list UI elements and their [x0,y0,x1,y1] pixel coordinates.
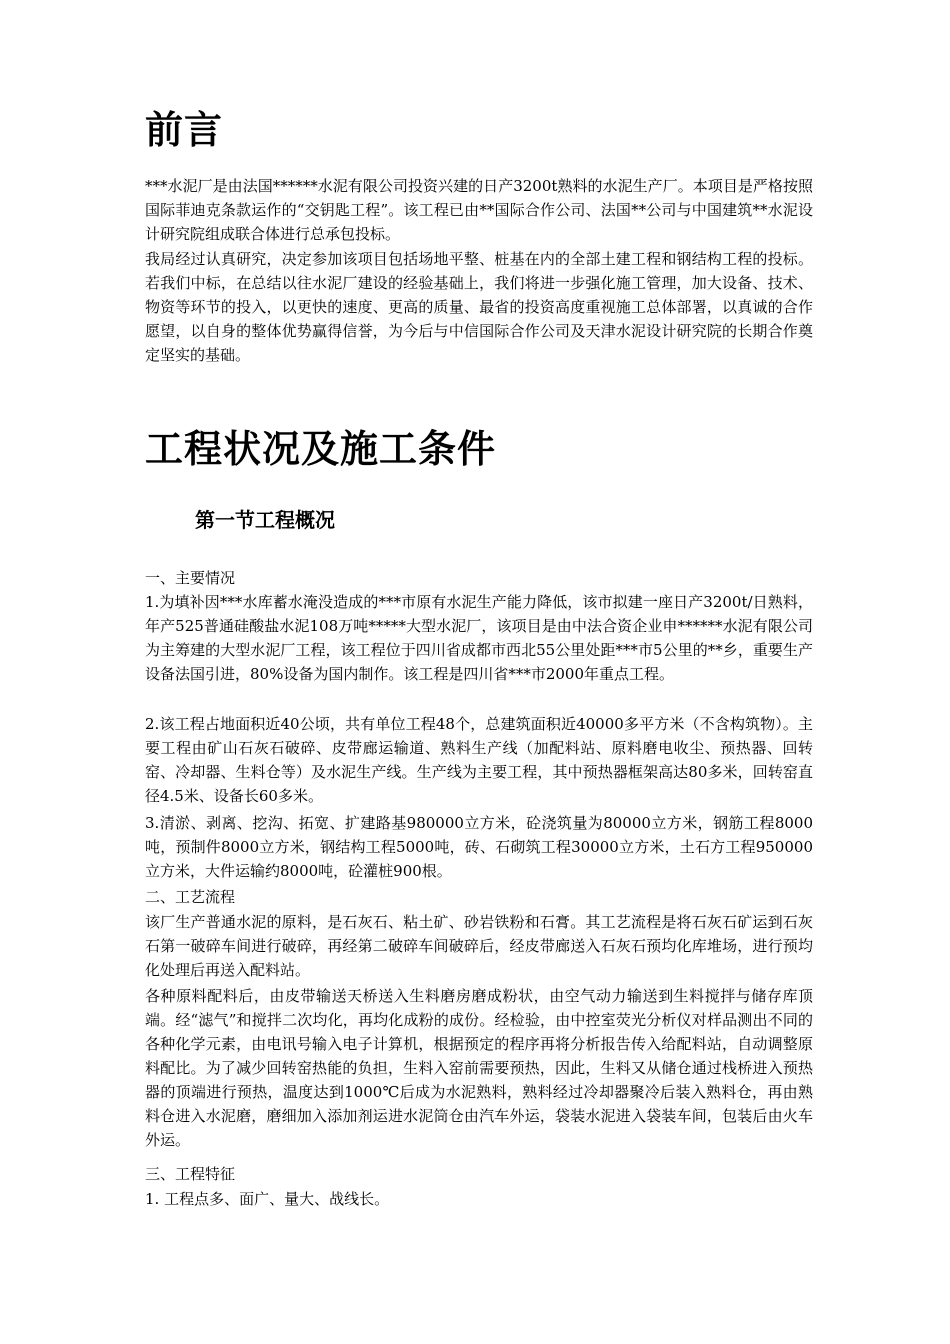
body-paragraph-2: 2.该工程占地面积近40公顷，共有单位工程48个，总建筑面积近40000多平方米（不含构筑物）。主要工程由矿山石灰石破碎、皮带廊运输道、熟料生产线（加配料站、原料磨电收尘、预热器、回转窑、冷却器、生料仓等）及水泥生产线。生产线为主要工程，其中预热器框架高达80多米，回转窑直径4.5米、设备长60多米。 [145,715,813,805]
body-paragraph-5: 各种原料配料后，由皮带输送天桥送入生料磨房磨成粉状，由空气动力输送到生料搅拌与储存库顶端。经“滤气”和搅拌二次均化，再均化成粉的成份。经检验，由中控室荧光分析仪对样品测出不同的各种化学元素，由电讯号输入电子计算机，根据预定的程序再将分析报告传入给配料站，自动调整原料配比。为了减少回转窑热能的负担，生料入窑前需要预热，因此，生料又从储仓通过栈桥进入预热器的顶端进行预热，温度达到1000℃后成为水泥熟料，熟料经过冷却器聚冷后装入熟料仓，再由熟料仓进入水泥磨，磨细加入添加剂运进水泥筒仓由汽车外运，袋装水泥进入袋装车间，包装后由火车外运。 [145,987,813,1149]
body-paragraph-4: 该厂生产普通水泥的原料，是石灰石、粘土矿、砂岩铁粉和石膏。其工艺流程是将石灰石矿运到石灰石第一破碎车间进行破碎，再经第二破碎车间破碎后，经皮带廊送入石灰石预均化库堆场，进行预均化处理后再送入配料站。 [145,913,813,979]
heading-process-flow: 二、工艺流程 [145,888,236,906]
heading-project-features: 三、工程特征 [145,1165,236,1183]
body-paragraph-3: 3.清淤、剥离、挖沟、拓宽、扩建路基980000立方米，砼浇筑量为80000立方米，钢筋工程8000吨，预制件8000立方米，钢结构工程5000吨，砖、石砌筑工程30000立方米，土石方工程950000立方米，大件运输约8000吨，砼灌桩900根。 [145,814,813,880]
preface-title: 前言 [145,107,224,152]
preface-paragraph-1: ***水泥厂是由法国******水泥有限公司投资兴建的日产3200t熟料的水泥生产厂。本项目是严格按照国际菲迪克条款运作的“交钥匙工程”。该工程已由**国际合作公司、法国**公司与中国建筑**水泥设计研究院组成联合体进行总承包投标。 [145,177,813,243]
body-paragraph-1: 1.为填补因***水库蓄水淹没造成的***市原有水泥生产能力降低，该市拟建一座日产3200t/日熟料，年产525普通硅酸盐水泥108万吨*****大型水泥厂，该项目是由中法合资企业申******水泥有限公司为主筹建的大型水泥厂工程，该工程位于四川省成都市西北55公里处距***市5公里的**乡，重要生产设备法国引进，80%设备为国内制作。该工程是四川省***市2000年重点工程。 [145,593,813,683]
heading-main-situation: 一、主要情况 [145,569,236,587]
section-title: 第一节工程概况 [195,508,335,532]
body-paragraph-6: 1. 工程点多、面广、量大、战线长。 [145,1190,390,1208]
chapter-title: 工程状况及施工条件 [145,426,497,471]
preface-paragraph-2: 我局经过认真研究，决定参加该项目包括场地平整、桩基在内的全部土建工程和钢结构工程的投标。若我们中标，在总结以往水泥厂建设的经验基础上，我们将进一步强化施工管理，加大设备、技术、物资等环节的投入，以更快的速度、更高的质量、最省的投资高度重视施工总体部署，以真诚的合作愿望，以自身的整体优势赢得信誉，为今后与中信国际合作公司及天津水泥设计研究院的长期合作奠定坚实的基础。 [145,250,813,364]
